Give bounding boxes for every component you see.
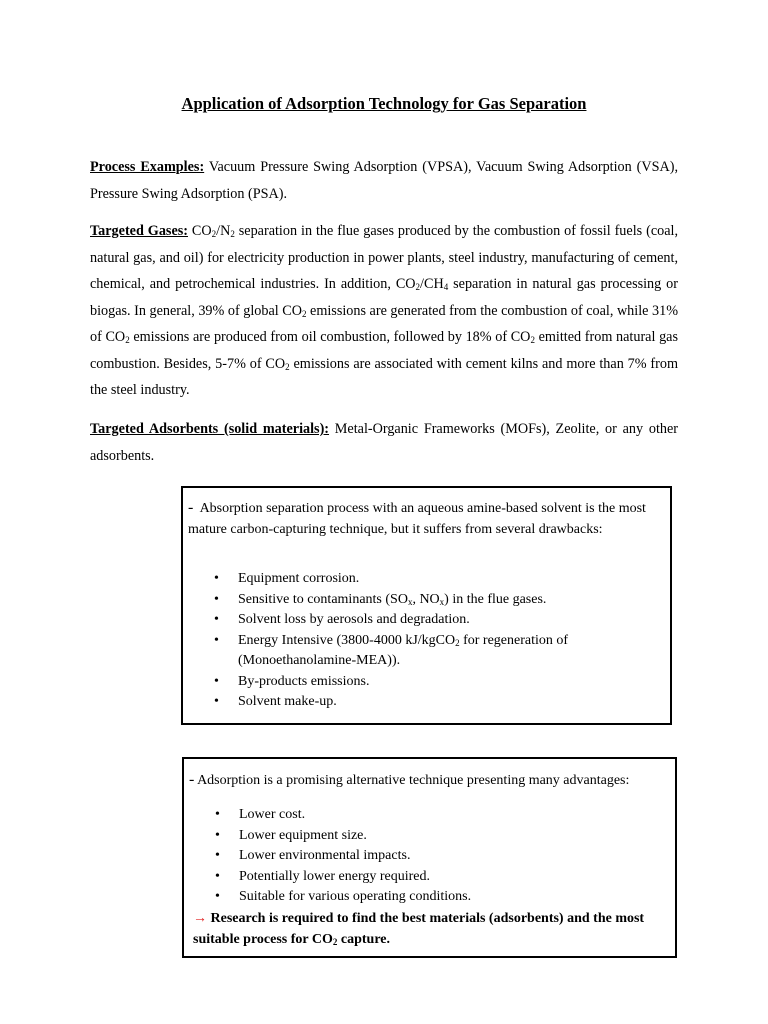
list-item: • By-products emissions. — [211, 672, 651, 693]
advantages-list — [212, 805, 652, 908]
list-item: • Sensitive to contaminants ($SO_x$, $NO_x$) in the flue gases. — [211, 590, 651, 611]
drawbacks-list — [211, 569, 651, 713]
absorption-drawbacks-box — [181, 486, 672, 725]
targeted-gases-paragraph: Targeted Gases: $CO_2/N_2$ separation in the flue gases produced by the combustion of fossil fuels (coal, natural gas, and oil) for electricity production in power plants, steel industry, manufacturing of cement, chemical, and petrochemical industries. In addition, $CO_2/CH_4$ separation in natural gas processing or biogas. In general, 39% of global $CO_2$ emissions are generated from the combustion of coal, while 31% of $CO_2$ emissions are produced from oil combustion, followed by 18% of $CO_2$ emitted from natural gas combustion. Besides, 5-7% of $CO_2$ emissions are associated with cement kilns and more than 7% from the steel industry. — [90, 223, 679, 398]
list-item: • Potentially lower energy required. — [212, 867, 652, 888]
arrow-right-icon: → — [193, 911, 207, 926]
process-examples-paragraph — [90, 154, 678, 207]
page-title: Application of Adsorption Technology for Gas Separation — [181, 94, 587, 113]
list-item: • Lower environmental impacts. — [212, 846, 652, 867]
list-item: • Equipment corrosion. — [211, 569, 651, 590]
list-item: • Lower cost. — [212, 805, 652, 826]
list-item: • Solvent loss by aerosols and degradation. — [211, 610, 651, 631]
research-conclusion: → Research is required to find the best materials (adsorbents) and the most suitable process for $CO_2$ capture. — [193, 911, 645, 947]
targeted-gases-label: Targeted Gases: — [90, 223, 188, 239]
process-examples-text: Vacuum Pressure Swing Adsorption (VPSA), Vacuum Swing Adsorption (VSA), Pressure Swing Adsorption (PSA). — [90, 159, 679, 202]
process-examples-label: Process Examples: — [90, 159, 205, 175]
list-item: • Lower equipment size. — [212, 826, 652, 847]
list-item: • Solvent make-up. — [211, 692, 651, 713]
adsorption-advantages-box — [182, 757, 677, 958]
adsorption-intro: - Adsorption is a promising alternative technique presenting many advantages: — [189, 771, 630, 788]
targeted-adsorbents-text: Metal-Organic Frameworks (MOFs), Zeolite, or any other adsorbents. — [90, 421, 678, 464]
absorption-intro: - Absorption separation process with an aqueous amine-based solvent is the most mature carbon-capturing technique, but it suffers from several drawbacks: — [188, 499, 646, 537]
targeted-adsorbents-paragraph — [90, 416, 678, 469]
list-item: • Suitable for various operating conditions. — [212, 887, 652, 908]
targeted-adsorbents-label: Targeted Adsorbents (solid materials): — [90, 421, 330, 437]
list-item: • Energy Intensive (3800-4000 kJ/kgCO$_2$ for regeneration of (Monoethanolamine-MEA)). — [211, 631, 651, 672]
